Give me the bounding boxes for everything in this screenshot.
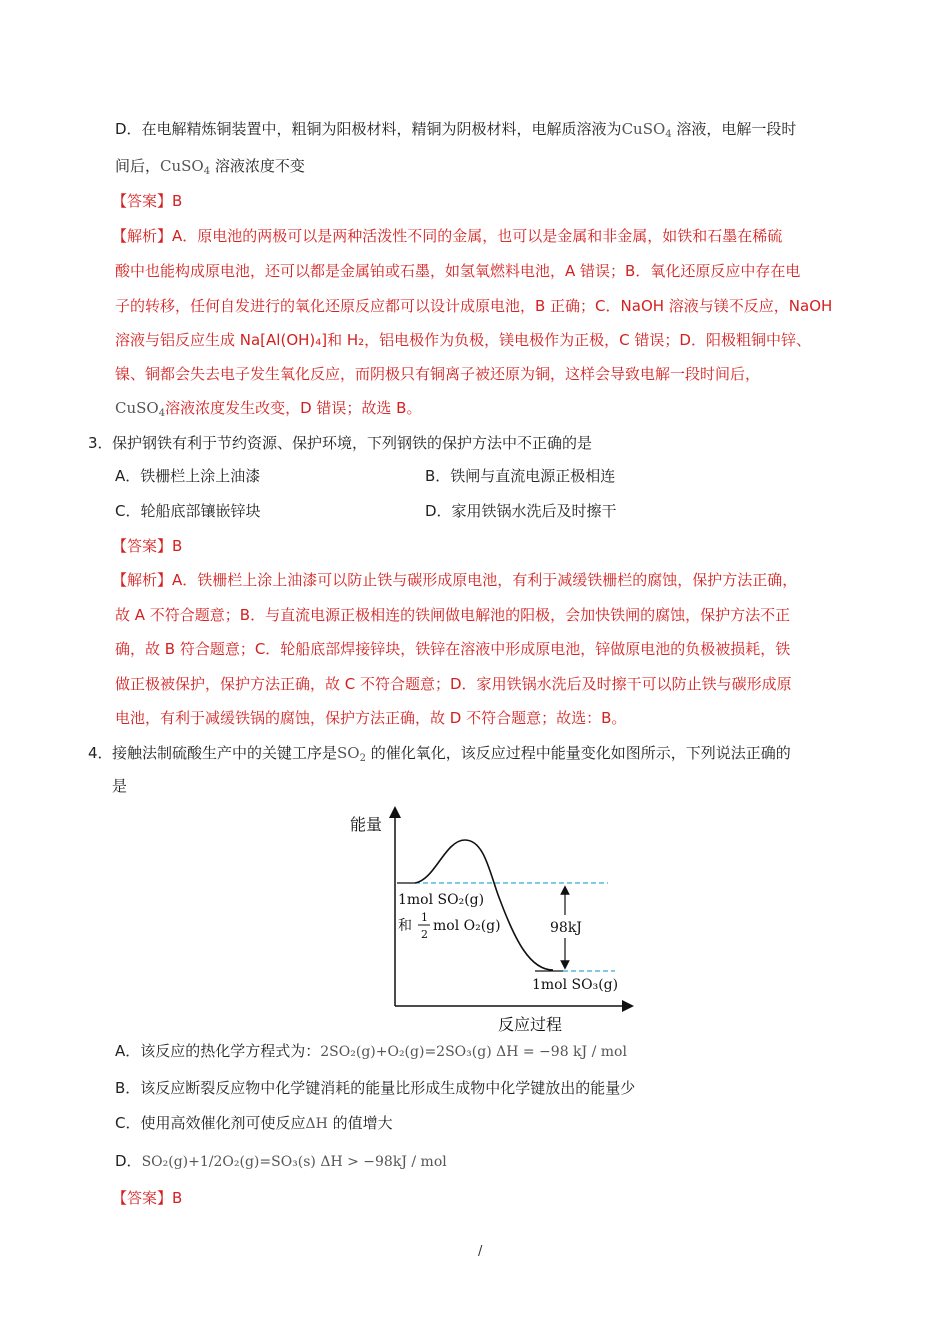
q2-analysis-line6: CuSO$_4$溶液浓度发生改变，D 错误；故选 B。 xyxy=(115,399,422,419)
q4-stem-line2: 是 xyxy=(112,777,128,795)
q2-analysis-line5: 镍、铜都会失去电子发生氧化反应，而阴极只有铜离子被还原为铜，这样会导致电解一段时间后， xyxy=(115,365,761,383)
q2-option-d-line2: 间后，CuSO$_4$ 溶液浓度不变 xyxy=(115,157,305,177)
q3-option-a: A．铁栅栏上涂上油漆 xyxy=(115,467,261,485)
reactant-label-1: 1mol SO₂(g) xyxy=(398,892,485,908)
q4-answer: 【答案】B xyxy=(112,1189,183,1207)
q3-answer: 【答案】B xyxy=(112,537,183,555)
q2-analysis-line1: 【解析】A．原电池的两极可以是两种活泼性不同的金属，也可以是金属和非金属，如铁和石墨在稀硫 xyxy=(112,227,783,245)
y-axis-label: 能量 xyxy=(350,815,383,834)
q4-option-d-formula: SO₂(g)+1/2O₂(g)=SO₃(s) ΔH > −98kJ / mol xyxy=(141,1154,447,1170)
q4-option-a-formula: 2SO₂(g)+O₂(g)=2SO₃(g) ΔH = −98 kJ / mol xyxy=(320,1044,627,1060)
cuso4-formula: CuSO$_4$ xyxy=(621,120,672,140)
cuso4-formula-2: CuSO$_4$ xyxy=(160,157,211,177)
delta-label: 98kJ xyxy=(550,920,582,936)
q4-number: 4． xyxy=(88,744,113,762)
q3-analysis-line3: 确，故 B 符合题意；C．轮船底部焊接锌块，铁锌在溶液中形成原电池，锌做原电池的负极被损耗，铁 xyxy=(115,640,791,658)
q2-option-d-text: D．在电解精炼铜装置中，粗铜为阳极材料，精铜为阴极材料，电解质溶液为 xyxy=(115,120,622,138)
q3-number: 3． xyxy=(88,434,113,452)
q4-stem-line1: 接触法制硫酸生产中的关键工序是$SO_2$ 的催化氧化，该反应过程中能量变化如图所示，下列说法正确的 xyxy=(112,744,791,764)
q2-analysis-line3: 子的转移，任何自发进行的氧化还原反应都可以设计成原电池，B 正确；C．NaOH 溶液与镁不反应，NaOH xyxy=(115,297,833,315)
fraction-numerator: 1 xyxy=(421,911,428,924)
q3-analysis-line1: 【解析】A．铁栅栏上涂上油漆可以防止铁与碳形成原电池，有利于减缓铁栅栏的腐蚀，保护方法正确， xyxy=(112,571,798,589)
q2-analysis-line2: 酸中也能构成原电池，还可以都是金属铂或石墨，如氢氧燃料电池，A 错误；B．氧化还原反应中存在电 xyxy=(115,262,801,280)
q3-analysis-line5: 电池，有利于减缓铁锅的腐蚀，保护方法正确，故 D 不符合题意；故选：B。 xyxy=(115,709,627,727)
q2-option-d-text-cont: 溶液，电解一段时 xyxy=(671,120,797,138)
energy-diagram xyxy=(340,800,640,1038)
reactant-label-2: mol O₂(g) xyxy=(433,918,501,934)
q4-option-a: A．该反应的热化学方程式为：2SO₂(g)+O₂(g)=2SO₃(g) ΔH = −98 kJ / mol xyxy=(115,1042,627,1060)
delta-h-symbol: ΔH xyxy=(305,1116,328,1132)
cuso4-formula-3: CuSO$_4$ xyxy=(115,399,166,419)
q3-stem: 保护钢铁有利于节约资源、保护环境，下列钢铁的保护方法中不正确的是 xyxy=(112,434,593,452)
so2-formula: $SO_2$ xyxy=(337,744,366,764)
q3-option-d: D．家用铁锅水洗后及时擦干 xyxy=(425,502,617,520)
x-axis-label: 反应过程 xyxy=(498,1015,563,1034)
fraction-denominator: 2 xyxy=(421,928,428,941)
q4-option-b: B．该反应断裂反应物中化学键消耗的能量比形成生成物中化学键放出的能量少 xyxy=(115,1079,636,1097)
q3-option-c: C．轮船底部镶嵌锌块 xyxy=(115,502,261,520)
q4-option-d: D．SO₂(g)+1/2O₂(g)=SO₃(s) ΔH > −98kJ / mol xyxy=(115,1152,447,1170)
q3-option-b: B．铁闸与直流电源正极相连 xyxy=(425,467,616,485)
product-label: 1mol SO₃(g) xyxy=(532,977,619,993)
q3-analysis-line4: 做正极被保护，保护方法正确，故 C 不符合题意；D．家用铁锅水洗后及时擦干可以防止铁与碳形成原 xyxy=(115,675,792,693)
q4-option-c: C．使用高效催化剂可使反应ΔH 的值增大 xyxy=(115,1114,393,1132)
q2-analysis-line4: 溶液与铝反应生成 Na[Al(OH)₄]和 H₂，铝电极作为负极，镁电极作为正极，C 错误；D．阳极粗铜中锌、 xyxy=(115,331,811,349)
page-footer: / xyxy=(478,1244,483,1259)
q3-analysis-line2: 故 A 不符合题意；B．与直流电源正极相连的铁闸做电解池的阳极，会加快铁闸的腐蚀，保护方法不正 xyxy=(115,606,791,624)
q2-option-d-line1 xyxy=(115,118,796,140)
q2-answer: 【答案】B xyxy=(112,192,183,210)
reactant-he: 和 xyxy=(398,918,412,934)
